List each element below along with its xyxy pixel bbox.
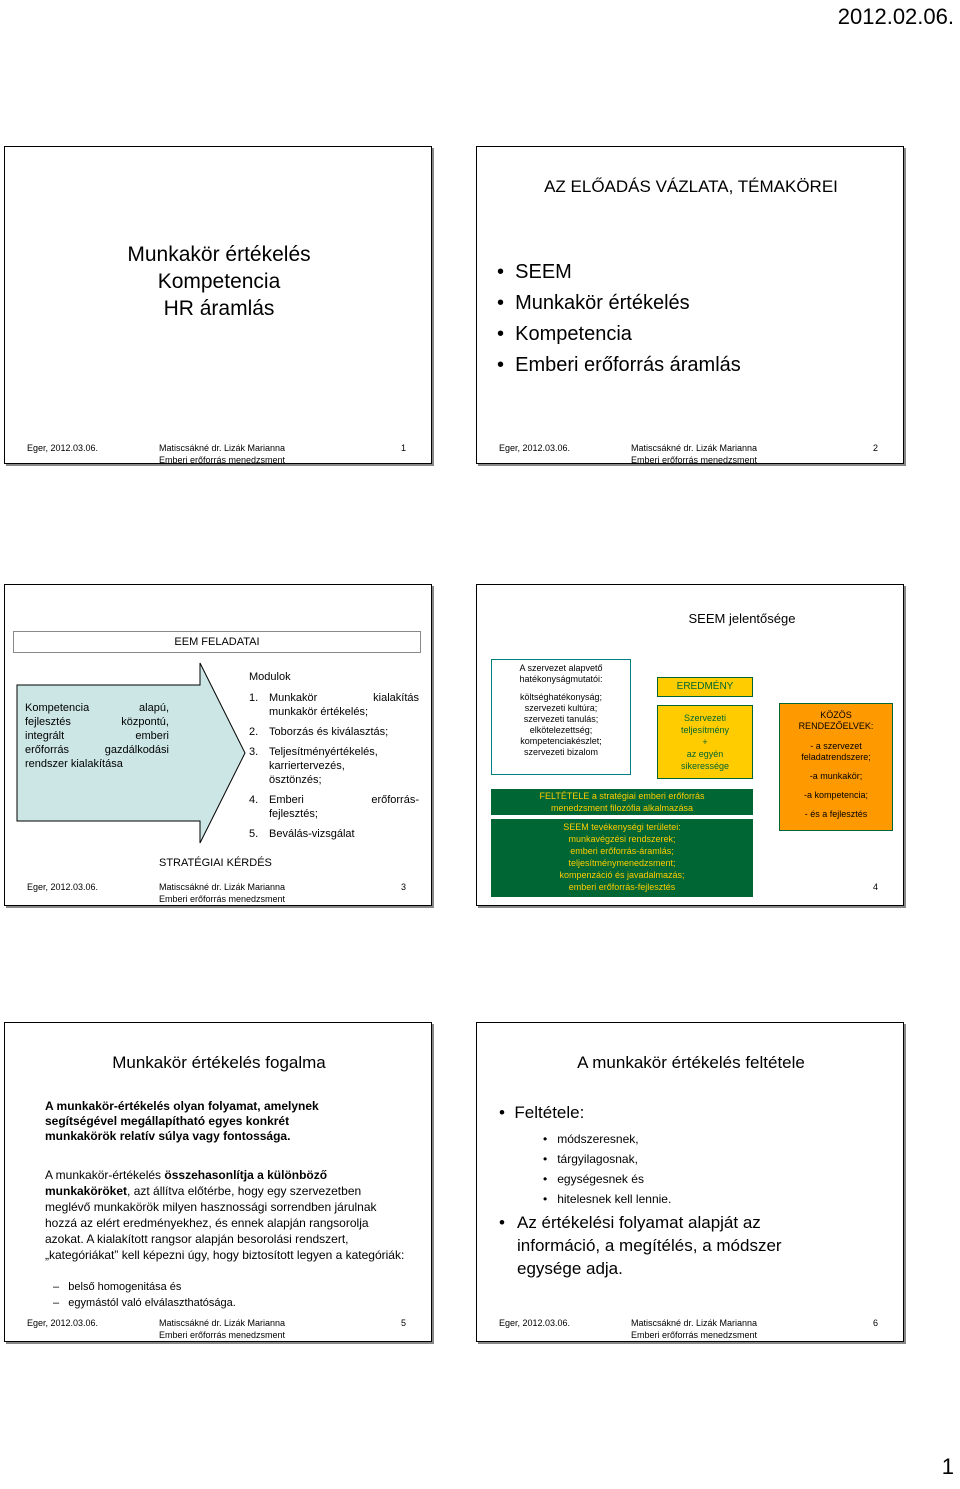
footer-author <box>159 881 285 905</box>
slide-2 <box>476 146 904 464</box>
footer-date: Eger, 2012.03.06. <box>499 1318 571 1328</box>
result-label: EREDMÉNY <box>657 677 753 697</box>
author: Matiscsákné dr. Lizák Marianna <box>631 1318 758 1328</box>
slide-4-title: SEEM jelentősége <box>688 611 796 626</box>
author: Matiscsákné dr. Lizák Marianna <box>159 882 286 892</box>
strategic-label: STRATÉGIAI KÉRDÉS <box>159 857 272 869</box>
list-item: • SEEM <box>497 261 572 283</box>
bullet-list <box>497 257 741 381</box>
title-line: Kompetencia <box>157 270 281 293</box>
author: Matiscsákné dr. Lizák Marianna <box>159 1318 286 1328</box>
paragraph: A munkakör-értékelés összehasonlítja a különböző munkaköröket, azt állítva előtérbe, hogy egy szervezetben meglévő munkakörök milyen hasznossági sorrendben járulnak hozzá az elért eredményekhez, és ennek alapján rangsorolja azokat. A kialakított rangsor alapján besorolási rendszert, „kategóriákat” kell képezni úgy, hogy biztosított legyen a kategóriák: <box>45 1168 405 1262</box>
footer-date: Eger, 2012.03.06. <box>27 443 99 453</box>
common-principles-box: KÖZÖS RENDEZŐELVEK: - a szervezet feladatrendszere; -a munkakör; -a kompetencia; - és a fejlesztés <box>779 703 893 831</box>
course: Emberi erőforrás menedzsment <box>159 894 286 904</box>
slide-6-title: A munkakör értékelés feltétele <box>577 1053 805 1072</box>
list-item: • módszeresnek, <box>543 1132 639 1146</box>
list-item: 1. Munkakör kialakítás munkakör értékelés; <box>249 692 419 718</box>
slide-number: 6 <box>873 1318 879 1328</box>
author: Matiscsákné dr. Lizák Marianna <box>159 443 286 453</box>
page-number: 1 <box>941 1454 954 1479</box>
slide-number: 4 <box>873 882 879 892</box>
list-item: • Munkakör értékelés <box>497 292 690 314</box>
list-item: • Emberi erőforrás áramlás <box>497 354 741 376</box>
list-item: • Kompetencia <box>497 323 632 345</box>
footer-date: Eger, 2012.03.06. <box>499 443 571 453</box>
slide-5-title: Munkakör értékelés fogalma <box>112 1053 326 1072</box>
bullet-icon: • <box>499 1103 505 1122</box>
slide-6 <box>476 1022 904 1342</box>
footer-author <box>631 1317 757 1341</box>
dash-list <box>53 1279 236 1311</box>
list-item: – egymástól való elválaszthatósága. <box>53 1297 236 1309</box>
slide-3 <box>4 584 432 906</box>
footer-author <box>159 442 285 464</box>
footer-author <box>159 1317 285 1341</box>
slide-4 <box>476 584 904 906</box>
slide-5 <box>4 1022 432 1342</box>
course: Emberi erőforrás menedzsment <box>631 1330 758 1340</box>
slide-2-title: AZ ELŐADÁS VÁZLATA, TÉMAKÖREI <box>544 177 838 196</box>
course: Emberi erőforrás menedzsment <box>159 1330 286 1340</box>
bullet-1: • Feltétele: <box>499 1103 585 1122</box>
bullet-icon: • <box>497 261 505 283</box>
course: Emberi erőforrás menedzsment <box>631 455 758 464</box>
slide-number: 3 <box>401 882 407 892</box>
slide-1 <box>4 146 432 464</box>
author: Matiscsákné dr. Lizák Marianna <box>631 443 758 453</box>
list-item: – belső homogenitása és <box>53 1281 182 1293</box>
indicators-box: A szervezet alapvető hatékonyságmutatói: költséghatékonyság; szervezeti kultúra; szervezeti tanulás; elkötelezettség; kompetenciakészlet; szervezeti bizalom <box>491 659 631 775</box>
slide-number: 2 <box>873 443 879 453</box>
list-item: • egységesnek és <box>543 1172 644 1186</box>
title-line: HR áramlás <box>163 297 275 320</box>
list-item: • tárgyilagosnak, <box>543 1152 638 1166</box>
modules-title: Modulok <box>249 671 291 683</box>
list-item: 4. Emberi erőforrás- fejlesztés; <box>249 794 419 820</box>
bullet-2: • Az értékelési folyamat alapját az információ, a megítélés, a módszer egysége adja. <box>499 1213 782 1278</box>
slide-1-title <box>5 241 432 322</box>
areas-box: SEEM tevékenységi területei: munkavégzési rendszerek; emberi erőforrás-áramlás; teljesítménymenedzsment; kompenzáció és javadalmazás; emberi erőforrás-fejlesztés <box>491 819 753 897</box>
bullet-icon: • <box>497 292 505 314</box>
sub-list <box>543 1129 671 1209</box>
footer-date: Eger, 2012.03.06. <box>27 1318 99 1328</box>
modules-list <box>249 691 419 841</box>
condition-box: FELTÉTELE a stratégiai emberi erőforrás menedzsment filozófia alkalmazása <box>491 789 753 815</box>
bullet-icon: • <box>543 1192 548 1206</box>
result-box: Szervezeti teljesítmény + az egyén sikeressége <box>657 705 753 779</box>
slide-number: 5 <box>401 1318 407 1328</box>
title-line: Munkakör értékelés <box>127 243 311 266</box>
footer-date: Eger, 2012.03.06. <box>27 882 99 892</box>
arrow-text: Kompetencia alapú, fejlesztés központú, integrált emberi erőforrás gazdálkodási rendszer kialakítása <box>25 702 169 770</box>
bullet-icon: • <box>497 323 505 345</box>
footer-author <box>631 442 757 464</box>
bullet-icon: • <box>543 1152 548 1166</box>
bullet-icon: • <box>543 1132 548 1146</box>
definition-text: A munkakör-értékelés olyan folyamat, amelynek segítségével megállapítható egyes konkrét munkakörök relatív súlya vagy fontossága. <box>45 1099 319 1143</box>
list-item: 2. Toborzás és kiválasztás; <box>249 726 389 738</box>
slide-number: 1 <box>401 443 407 453</box>
course: Emberi erőforrás menedzsment <box>159 455 286 464</box>
bullet-icon: • <box>499 1213 505 1232</box>
list-item: • hitelesnek kell lennie. <box>543 1192 672 1206</box>
list-item: 5. Beválás-vizsgálat <box>249 828 355 840</box>
page-date: 2012.02.06. <box>837 4 954 29</box>
bullet-icon: • <box>497 354 505 376</box>
bullet-icon: • <box>543 1172 548 1186</box>
list-item: 3. Teljesítményértékelés, karriertervezés, ösztönzés; <box>249 746 378 786</box>
eem-header: EEM FELADATAI <box>13 631 421 653</box>
